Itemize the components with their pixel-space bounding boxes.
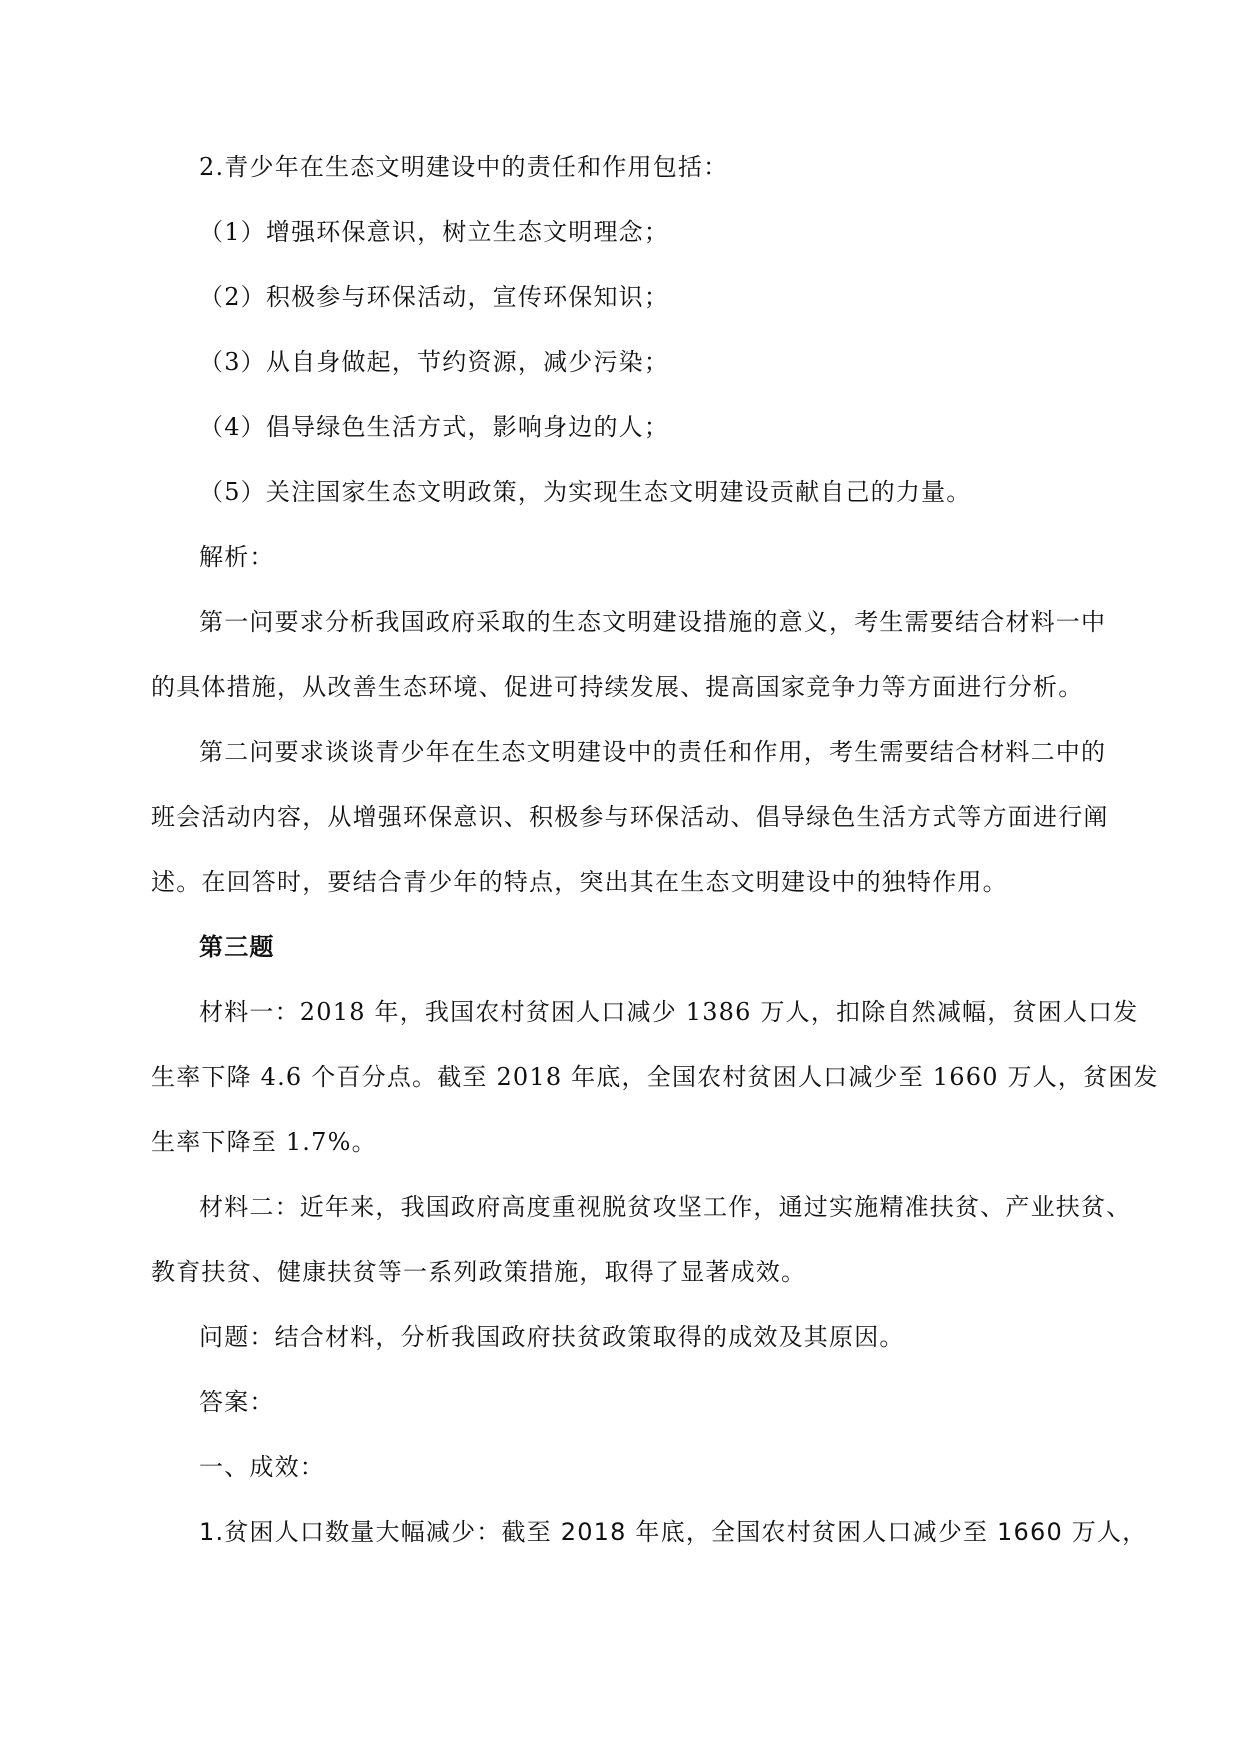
paragraph-line: 2.青少年在生态文明建设中的责任和作用包括： — [199, 153, 729, 181]
paragraph-line: 的具体措施，从改善生态环境、促进可持续发展、提高国家竞争力等方面进行分析。 — [151, 673, 1084, 701]
paragraph-line: 班会活动内容，从增强环保意识、积极参与环保活动、倡导绿色生活方式等方面进行阐 — [151, 803, 1109, 831]
list-item: （5）关注国家生态文明政策，为实现生态文明建设贡献自己的力量。 — [199, 478, 972, 506]
section-label: 解析： — [199, 543, 275, 571]
list-item: （1）增强环保意识，树立生态文明理念； — [199, 218, 670, 246]
answer-label: 答案： — [199, 1388, 275, 1416]
paragraph-line: 教育扶贫、健康扶贫等一系列政策措施，取得了显著成效。 — [151, 1258, 807, 1286]
paragraph-line: 第一问要求分析我国政府采取的生态文明建设措施的意义，考生需要结合材料一中 — [199, 608, 1107, 636]
list-item: （3）从自身做起，节约资源，减少污染； — [199, 348, 670, 376]
paragraph-line: 生率下降 4.6 个百分点。截至 2018 年底，全国农村贫困人口减少至 1660 万人，贫困发 — [151, 1063, 1159, 1091]
list-item: （2）积极参与环保活动，宣传环保知识； — [199, 283, 670, 311]
answer-point: 1.贫困人口数量大幅减少：截至 2018 年底，全国农村贫困人口减少至 1660 万人， — [199, 1518, 1148, 1546]
paragraph-line: 材料二：近年来，我国政府高度重视脱贫攻坚工作，通过实施精准扶贫、产业扶贫、 — [199, 1193, 1132, 1221]
question-text: 问题：结合材料，分析我国政府扶贫政策取得的成效及其原因。 — [199, 1323, 905, 1351]
question-heading: 第三题 — [199, 933, 275, 961]
paragraph-line: 述。在回答时，要结合青少年的特点，突出其在生态文明建设中的独特作用。 — [151, 868, 1008, 896]
answer-subheading: 一、成效： — [199, 1453, 325, 1481]
paragraph-line: 生率下降至 1.7%。 — [151, 1128, 377, 1156]
list-item: （4）倡导绿色生活方式，影响身边的人； — [199, 413, 670, 441]
paragraph-line: 材料一：2018 年，我国农村贫困人口减少 1386 万人，扣除自然减幅，贫困人口发 — [199, 998, 1139, 1026]
paragraph-line: 第二问要求谈谈青少年在生态文明建设中的责任和作用，考生需要结合材料二中的 — [199, 738, 1107, 766]
